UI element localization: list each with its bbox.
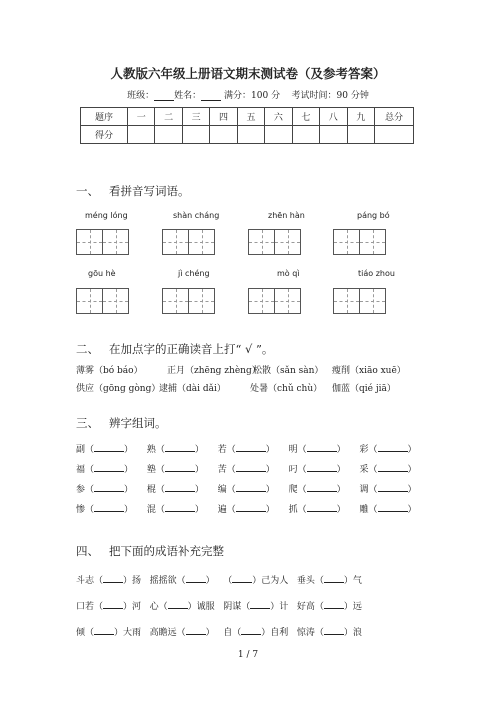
score-header-cell: 一 (128, 108, 155, 126)
section-number: 一、 (76, 184, 99, 198)
idiom-blank[interactable] (186, 574, 206, 583)
writing-grid[interactable] (333, 288, 385, 314)
answer-blank[interactable] (307, 503, 337, 512)
idiom-blank[interactable] (241, 626, 261, 635)
idiom-text: ）自利 (261, 628, 289, 638)
char: 雕 (359, 505, 369, 515)
class-label: 班级： (127, 91, 155, 101)
idiom-text: 自（ (223, 628, 242, 638)
idiom-blank[interactable] (324, 574, 344, 583)
score-header-cell: 六 (265, 108, 292, 126)
page-number: 1 / 7 (237, 650, 259, 660)
section-title: 辨字组词。 (109, 416, 167, 430)
idiom-text: ）远 (343, 602, 362, 612)
score-header-cell: 七 (292, 108, 319, 126)
idiom-text: ）扬 (123, 576, 142, 586)
answer-blank[interactable] (236, 503, 266, 512)
score-cell[interactable] (237, 126, 264, 144)
answer-blank[interactable] (94, 503, 124, 512)
writing-grid[interactable] (76, 288, 128, 314)
answer-blank[interactable] (94, 463, 124, 472)
score-table (80, 107, 414, 144)
answer-blank[interactable] (307, 463, 337, 472)
pronounce-item[interactable]: 松散（sǎn sàn） (253, 366, 324, 376)
writing-grid[interactable] (248, 229, 300, 255)
word-row: 参（ ） 棍（ ） 编（ ） 爬（ ） 调（ ） (76, 485, 417, 495)
char: 叼 (288, 465, 298, 475)
answer-blank[interactable] (165, 503, 195, 512)
idiom-text: 摇摇欲（ (149, 576, 186, 586)
char: 棍 (146, 485, 156, 495)
score-cell[interactable] (292, 126, 319, 144)
char: 副 (76, 445, 86, 455)
char: 遍 (217, 505, 227, 515)
idiom-text: 惊涛（ (296, 628, 324, 638)
idiom-blank[interactable] (168, 600, 188, 609)
char: 福 (76, 465, 86, 475)
exam-info (0, 88, 496, 101)
answer-blank[interactable] (165, 443, 195, 452)
idiom-text: ） (205, 576, 215, 586)
answer-blank[interactable] (236, 463, 266, 472)
score-header-cell: 三 (182, 108, 209, 126)
pinyin-label: gōu hè (88, 269, 116, 278)
answer-blank[interactable] (378, 463, 408, 472)
idiom-text: ）浪 (343, 628, 362, 638)
pronounce-item[interactable]: 逮捕（dài dǎi） (159, 384, 226, 394)
pinyin-label: tiáo zhou (358, 269, 395, 278)
score-header-cell: 总分 (375, 108, 414, 126)
name-label: 姓名： (174, 91, 202, 101)
pronounce-item[interactable]: 薄雾（bó báo） (76, 366, 143, 376)
section-number: 四、 (76, 544, 99, 558)
pinyin-label: páng bó (357, 211, 390, 220)
idiom-blank[interactable] (94, 626, 114, 635)
idiom-blank[interactable] (250, 600, 270, 609)
score-cell[interactable] (128, 126, 155, 144)
answer-blank[interactable] (236, 443, 266, 452)
section-4-heading (76, 543, 224, 559)
score-header-cell: 八 (320, 108, 347, 126)
idiom-blank[interactable] (103, 600, 123, 609)
section-title: 把下面的成语补充完整 (109, 544, 224, 558)
answer-blank[interactable] (94, 483, 124, 492)
char: 彩 (359, 445, 369, 455)
idiom-blank[interactable] (324, 600, 344, 609)
char: 苦 (217, 465, 227, 475)
score-header-cell: 四 (210, 108, 237, 126)
char: 抓 (288, 505, 298, 515)
word-row: 副（ ） 熟（ ） 若（ ） 明（ ） 彩（ ） (76, 445, 417, 455)
idiom-text: ）气 (343, 576, 362, 586)
idiom-row (76, 625, 362, 638)
score-cell[interactable] (155, 126, 182, 144)
idiom-text: ）大雨 (114, 628, 142, 638)
writing-grid[interactable] (162, 288, 214, 314)
char: 若 (217, 445, 227, 455)
answer-blank[interactable] (165, 483, 195, 492)
score-header-cell: 二 (155, 108, 182, 126)
idiom-row (76, 573, 362, 586)
score-cell[interactable] (182, 126, 209, 144)
score-table-header-row (81, 108, 414, 126)
answer-blank[interactable] (378, 443, 408, 452)
idiom-text: ）计 (270, 602, 289, 612)
idiom-text: 阴谋（ (223, 602, 251, 612)
idiom-blank[interactable] (103, 574, 123, 583)
word-row: 惨（ ） 混（ ） 遍（ ） 抓（ ） 雕（ ） (76, 505, 417, 515)
answer-blank[interactable] (378, 503, 408, 512)
writing-grid[interactable] (76, 229, 128, 255)
score-cell[interactable] (375, 126, 414, 144)
score-cell[interactable] (210, 126, 237, 144)
score-cell[interactable] (320, 126, 347, 144)
pinyin-label: zhēn hàn (268, 211, 305, 220)
idiom-text: 垂头（ (296, 576, 324, 586)
writing-grid[interactable] (248, 288, 300, 314)
score-table-score-row (81, 126, 414, 144)
idiom-text: 高瞻远（ (149, 628, 186, 638)
idiom-text: 口若（ (76, 602, 104, 612)
answer-blank[interactable] (94, 443, 124, 452)
answer-blank[interactable] (307, 483, 337, 492)
score-label: 满分：100 分 (224, 91, 281, 101)
answer-blank[interactable] (236, 483, 266, 492)
score-cell[interactable] (347, 126, 375, 144)
idiom-text: 心（ (149, 602, 168, 612)
idiom-text: ） (205, 628, 215, 638)
score-header-cell: 题序 (81, 108, 128, 126)
name-blank[interactable] (201, 91, 221, 101)
idiom-blank[interactable] (186, 626, 206, 635)
class-blank[interactable] (154, 91, 174, 101)
idiom-text: ）己为人 (252, 576, 289, 586)
section-2-heading (76, 341, 273, 357)
score-row-label: 得分 (81, 126, 128, 144)
char: 编 (217, 485, 227, 495)
pronounce-item[interactable]: 供应（gōng gòng） (76, 384, 161, 394)
section-title: 看拼音写词语。 (109, 184, 190, 198)
section-1-heading (76, 183, 190, 199)
idiom-row (76, 599, 362, 612)
char: 参 (76, 485, 86, 495)
idiom-text: 斗志（ (76, 576, 104, 586)
idiom-text: 倾（ (76, 628, 95, 638)
score-header-cell: 九 (347, 108, 375, 126)
answer-blank[interactable] (307, 443, 337, 452)
char: 明 (288, 445, 298, 455)
section-number: 二、 (76, 342, 99, 356)
page-title: 人教版六年级上册语文期末测试卷（及参考答案） (110, 66, 386, 81)
section-number: 三、 (76, 416, 99, 430)
pinyin-label: méng lóng (85, 211, 128, 220)
idiom-text: ）诚服 (187, 602, 215, 612)
pronounce-item[interactable]: 瘦削（xiāo xuē） (332, 366, 406, 376)
idiom-blank[interactable] (324, 626, 344, 635)
pinyin-label: jì chéng (178, 269, 210, 278)
idiom-text: （ (223, 576, 233, 586)
answer-blank[interactable] (165, 463, 195, 472)
score-cell[interactable] (265, 126, 292, 144)
pronounce-item[interactable]: 伽蓝（qié jiā） (332, 384, 396, 394)
pinyin-label: shàn cháng (173, 211, 220, 220)
char: 爬 (288, 485, 298, 495)
char: 调 (359, 485, 369, 495)
pronounce-item[interactable]: 正月（zhēng zhèng） (167, 366, 261, 376)
pronounce-item[interactable]: 处暑（chǔ chù） (250, 384, 323, 394)
idiom-text: ）河 (123, 602, 142, 612)
char: 采 (359, 465, 369, 475)
score-header-cell: 五 (237, 108, 264, 126)
char: 塾 (146, 465, 156, 475)
char: 熟 (146, 445, 156, 455)
section-3-heading (76, 415, 167, 431)
word-row: 福（ ） 塾（ ） 苦（ ） 叼（ ） 采（ ） (76, 465, 417, 475)
char: 惨 (76, 505, 86, 515)
writing-grid[interactable] (333, 229, 385, 255)
time-label: 考试时间：90 分钟 (291, 91, 369, 101)
writing-grid[interactable] (162, 229, 214, 255)
idiom-text: 好高（ (296, 602, 324, 612)
section-title: 在加点字的正确读音上打“ √ ”。 (109, 342, 274, 356)
char: 混 (146, 505, 156, 515)
idiom-blank[interactable] (232, 574, 252, 583)
answer-blank[interactable] (378, 483, 408, 492)
pinyin-label: mò qì (277, 269, 300, 278)
